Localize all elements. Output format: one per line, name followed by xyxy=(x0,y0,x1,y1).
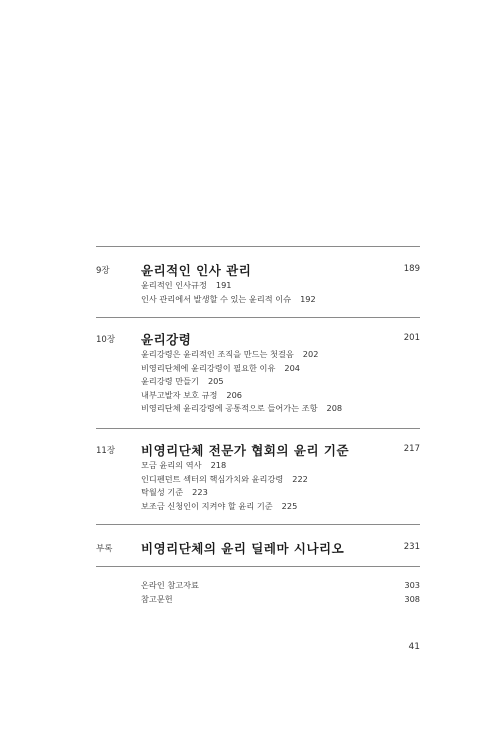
section-page: 225 xyxy=(281,500,298,511)
section-page: 206 xyxy=(226,389,243,400)
section-title: 탁월성 기준 xyxy=(141,487,184,497)
page-number: 41 xyxy=(408,642,420,652)
section-divider xyxy=(96,524,420,525)
section-title: 윤리적인 인사규정 xyxy=(141,280,207,290)
section-page: 218 xyxy=(210,460,227,470)
section-title: 비영리단체 윤리강령에 공통적으로 들어가는 조항 xyxy=(141,403,318,413)
section-list xyxy=(141,279,316,306)
section-list xyxy=(141,348,342,416)
section-divider xyxy=(96,428,420,429)
section-page: 223 xyxy=(192,487,208,497)
chapter-label: 10장 xyxy=(96,335,116,345)
chapter-page: 201 xyxy=(403,333,420,343)
chapter-title: 비영리단체 전문가 협회의 윤리 기준 xyxy=(141,443,350,458)
section-item xyxy=(141,402,342,416)
references-list xyxy=(141,580,420,608)
chapter-title: 윤리강령 xyxy=(141,332,192,347)
section-divider xyxy=(96,246,420,247)
section-page: 208 xyxy=(326,403,343,413)
reference-title: 참고문헌 xyxy=(141,594,173,604)
reference-item xyxy=(141,580,420,594)
reference-item xyxy=(141,594,420,608)
chapter-label: 부록 xyxy=(96,544,113,554)
section-list xyxy=(141,459,308,513)
section-title: 내부고발자 보호 규정 xyxy=(141,389,218,400)
chapter-title: 비영리단체의 윤리 딜레마 시나리오 xyxy=(141,541,345,556)
section-divider xyxy=(96,566,420,567)
section-page: 191 xyxy=(215,280,232,290)
section-title: 인디펜던트 섹터의 핵심가치와 윤리강령 xyxy=(141,473,284,484)
section-item xyxy=(141,293,316,307)
section-item xyxy=(141,348,342,362)
section-item xyxy=(141,473,308,487)
reference-page: 308 xyxy=(404,594,420,604)
reference-title: 온라인 참고자료 xyxy=(141,580,199,590)
chapter-label: 9장 xyxy=(96,266,110,276)
section-item xyxy=(141,389,342,403)
section-page: 202 xyxy=(302,349,319,359)
section-page: 222 xyxy=(292,473,308,484)
chapter-page: 217 xyxy=(403,444,420,454)
section-item xyxy=(141,486,308,500)
section-item xyxy=(141,500,308,514)
chapter-label: 11장 xyxy=(96,446,116,456)
reference-page: 303 xyxy=(404,580,420,590)
chapter-page: 189 xyxy=(403,264,420,274)
chapter-title: 윤리적인 인사 관리 xyxy=(141,263,252,278)
section-page: 205 xyxy=(207,376,224,386)
section-title: 비영리단체에 윤리강령이 필요한 이유 xyxy=(141,362,276,373)
section-divider xyxy=(96,317,420,318)
section-title: 윤리강령 만들기 xyxy=(141,376,199,386)
section-page: 204 xyxy=(284,362,300,373)
section-title: 윤리강령은 윤리적인 조직을 만드는 첫걸음 xyxy=(141,349,294,359)
section-title: 인사 관리에서 발생할 수 있는 윤리적 이슈 xyxy=(141,293,292,304)
section-item xyxy=(141,459,308,473)
section-item xyxy=(141,375,342,389)
section-title: 보조금 신청인이 지켜야 할 윤리 기준 xyxy=(141,500,273,511)
section-item xyxy=(141,279,316,293)
section-page: 192 xyxy=(300,293,316,304)
section-title: 모금 윤리의 역사 xyxy=(141,460,202,470)
chapter-page: 231 xyxy=(403,542,420,552)
section-item xyxy=(141,362,342,376)
